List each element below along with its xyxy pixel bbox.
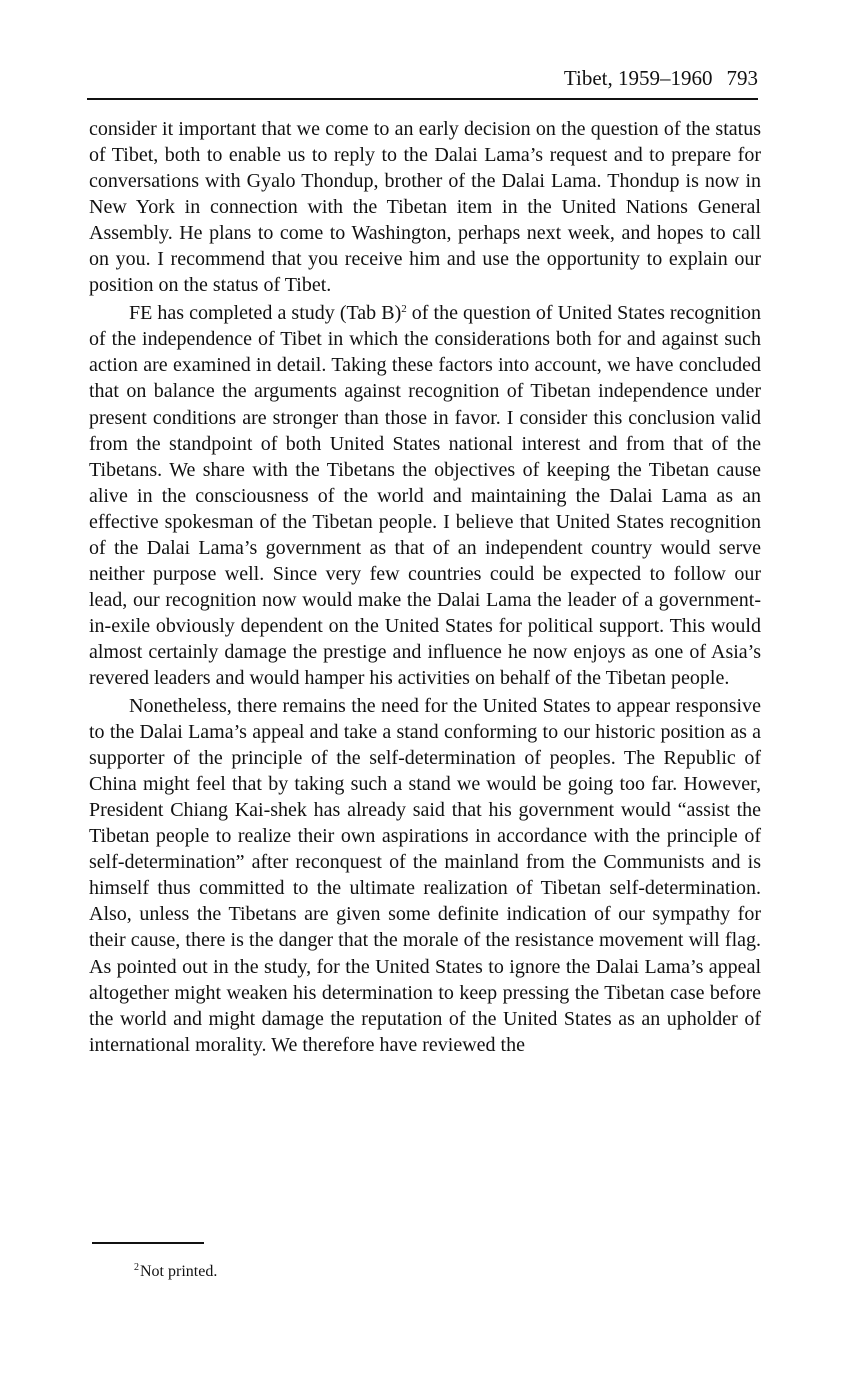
footnote — [134, 1262, 217, 1282]
paragraph-2 — [89, 300, 761, 691]
page-number: 793 — [726, 66, 758, 90]
running-title: Tibet, 1959–1960 — [563, 66, 713, 90]
footnote-marker: 2 — [134, 1262, 139, 1273]
paragraph-3: Nonetheless, there remains the need for the United States to appear responsive to the Dalai Lama’s appeal and take a stand conforming to our historic position as a supporter of the principle of the self-determination of peoples. The Republic of China might feel that by taking such a stand we would be going too far. However, President Chiang Kai-shek has already said that his government would “assist the Tibetan people to realize their own aspirations in accordance with the principle of self-determination” after reconquest of the mainland from the Communists and is himself thus committed to the ultimate realization of Tibetan self-determination. Also, unless the Tibetans are given some definite indication of our sympathy for their cause, there is the danger that the morale of the resistance movement will flag. As pointed out in the study, for the United States to ignore the Dalai Lama’s appeal altogether might weaken his determination to keep pressing the Tibetan case before the world and might damage the reputation of the United States as an upholder of international morality. We therefore have reviewed the — [89, 695, 761, 1056]
footnote-divider — [92, 1242, 204, 1244]
paragraph-2-start: FE has completed a study (Tab B) — [129, 302, 402, 325]
running-header — [87, 64, 758, 100]
footnote-reference: 2 — [401, 303, 407, 316]
footnote-text: Not printed. — [140, 1263, 218, 1280]
main-text — [89, 116, 761, 1060]
paragraph-2-rest: of the question of United States recognition of the independence of Tibet in which the considerations both for and against such action are examined in detail. Taking these factors into account, we have concluded that on balance the arguments against recognition of Tibetan independence under present conditions are stronger than those in favor. I consider this conclusion valid from the standpoint of both United States national interest and from that of the Tibetans. We share with the Tibetans the objectives of keeping the Tibetan cause alive in the consciousness of the world and maintaining the Dalai Lama as an effective spokesman of the Tibetan people. I believe that United States recognition of the Dalai Lama’s government as that of an independent country would serve neither purpose well. Since very few countries could be expected to follow our lead, our recognition now would make the Dalai Lama the leader of a government-in-exile obviously dependent on the United States for political support. This would almost certainly damage the prestige and influence he now enjoys as one of Asia’s revered leaders and would hamper his activities on behalf of the Tibetan people. — [89, 302, 761, 689]
paragraph-1: consider it important that we come to an early decision on the question of the status of Tibet, both to enable us to reply to the Dalai Lama’s request and to prepare for conversations with Gyalo Thondup, brother of the Dalai Lama. Thondup is now in New York in connection with the Tibetan item in the United Nations General Assembly. He plans to come to Washington, perhaps next week, and hopes to call on you. I recommend that you receive him and use the opportunity to explain our position on the status of Tibet. — [89, 118, 761, 297]
